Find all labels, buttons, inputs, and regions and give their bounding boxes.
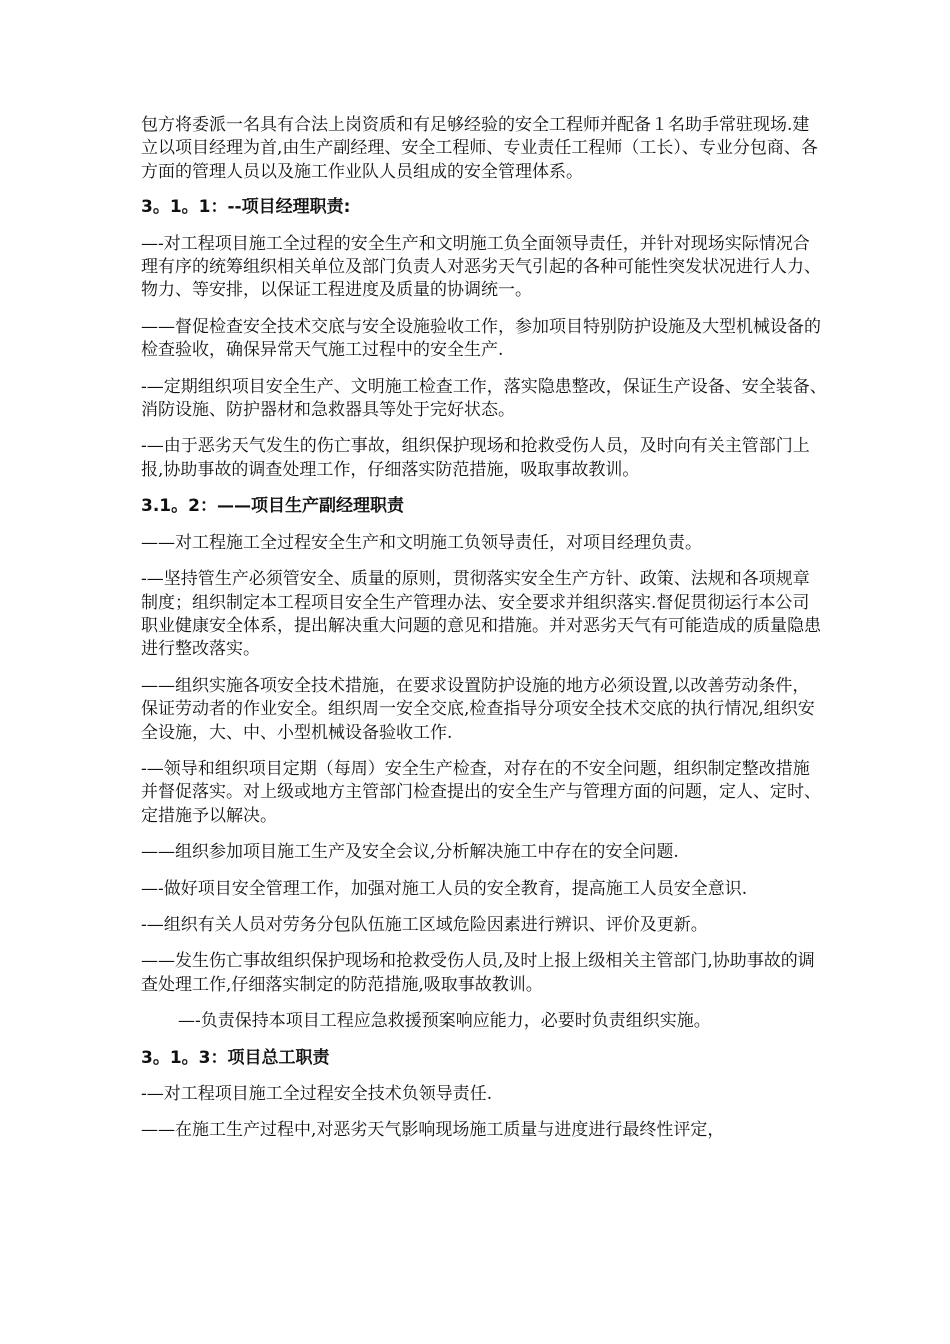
- paragraph-pm-duty-2: ——督促检查安全技术交底与安全设施验收工作，参加项目特别防护设施及大型机械设备的检查验收，确保异常天气施工过程中的安全生产.: [141, 316, 821, 361]
- paragraph-deputy-duty-5: ——组织参加项目施工生产及安全会议,分析解决施工中存在的安全问题.: [141, 842, 679, 863]
- paragraph-deputy-duty-1: ——对工程施工全过程安全生产和文明施工负领导责任，对项目经理负责。: [141, 532, 702, 553]
- paragraph-chief-duty-2: ——在施工生产过程中,对恶劣天气影响现场施工质量与进度进行最终性评定，: [141, 1120, 725, 1141]
- paragraph-deputy-duty-6: —-做好项目安全管理工作，加强对施工人员的安全教育，提高施工人员安全意识.: [141, 878, 748, 899]
- document-body: [141, 114, 827, 1143]
- paragraph-safety-system: 包方将委派一名具有合法上岗资质和有足够经验的安全工程师并配备１名助手常驻现场.建立以项目经理为首,由生产副经理、安全工程师、专业责任工程师（工长）、专业分包商、各方面的管理人员以及施工作业队人员组成的安全管理体系。: [141, 115, 818, 182]
- paragraph-deputy-duty-2: -—坚持管生产必须管安全、质量的原则，贯彻落实安全生产方针、政策、法规和各项规章制度；组织制定本工程项目安全生产管理办法、安全要求并组织落实.督促贯彻运行本公司职业健康安全体系，提出解决重大问题的意见和措施。并对恶劣天气有可能造成的质量隐患进行整改落实。: [141, 569, 821, 660]
- paragraph-deputy-duty-9: —-负责保持本项目工程应急救援预案响应能力，必要时负责组织实施。: [178, 1011, 711, 1032]
- paragraph-pm-duty-4: -—由于恶劣天气发生的伤亡事故，组织保护现场和抢救受伤人员，及时向有关主管部门上报,协助事故的调查处理工作，仔细落实防范措施，吸取事故教训。: [141, 436, 810, 480]
- heading-deputy-manager-duties: 3.1。2：——项目生产副经理职责: [141, 496, 404, 517]
- paragraph-chief-duty-1: -—对工程项目施工全过程安全技术负领导责任.: [141, 1084, 493, 1104]
- paragraph-deputy-duty-4: -—领导和组织项目定期（每周）安全生产检查，对存在的不安全问题，组织制定整改措施并督促落实。对上级或地方主管部门检查提出的安全生产与管理方面的问题，定人、定时、定措施予以解决。: [141, 758, 821, 826]
- paragraph-deputy-duty-8: ——发生伤亡事故组织保护现场和抢救受伤人员,及时上报上级相关主管部门,协助事故的调查处理工作,仔细落实制定的防范措施,吸取事故教训。: [141, 951, 815, 995]
- paragraph-deputy-duty-3: ——组织实施各项安全技术措施，在要求设置防护设施的地方必须设置,以改善劳动条件，保证劳动者的作业安全。组织周一安全交底,检查指导分项安全技术交底的执行情况,组织安全设施，大、中、小型机械设备验收工作.: [141, 675, 815, 743]
- paragraph-deputy-duty-7: -—组织有关人员对劳务分包队伍施工区域危险因素进行辨识、评价及更新。: [141, 914, 708, 935]
- heading-chief-engineer-duties: 3。1。3：项目总工职责: [141, 1047, 330, 1068]
- paragraph-pm-duty-1: —-对工程项目施工全过程的安全生产和文明施工负全面领导责任，并针对现场实际情况合理有序的统筹组织相关单位及部门负责人对恶劣天气引起的各种可能性突发状况进行人力、物力、等安排，以保证工程进度及质量的协调统一。: [141, 233, 821, 301]
- heading-project-manager-duties: 3。1。1：--项目经理职责:: [141, 197, 351, 218]
- paragraph-pm-duty-3: -—定期组织项目安全生产、文明施工检查工作，落实隐患整改，保证生产设备、安全装备、消防设施、防护器材和急救器具等处于完好状态。: [141, 376, 827, 421]
